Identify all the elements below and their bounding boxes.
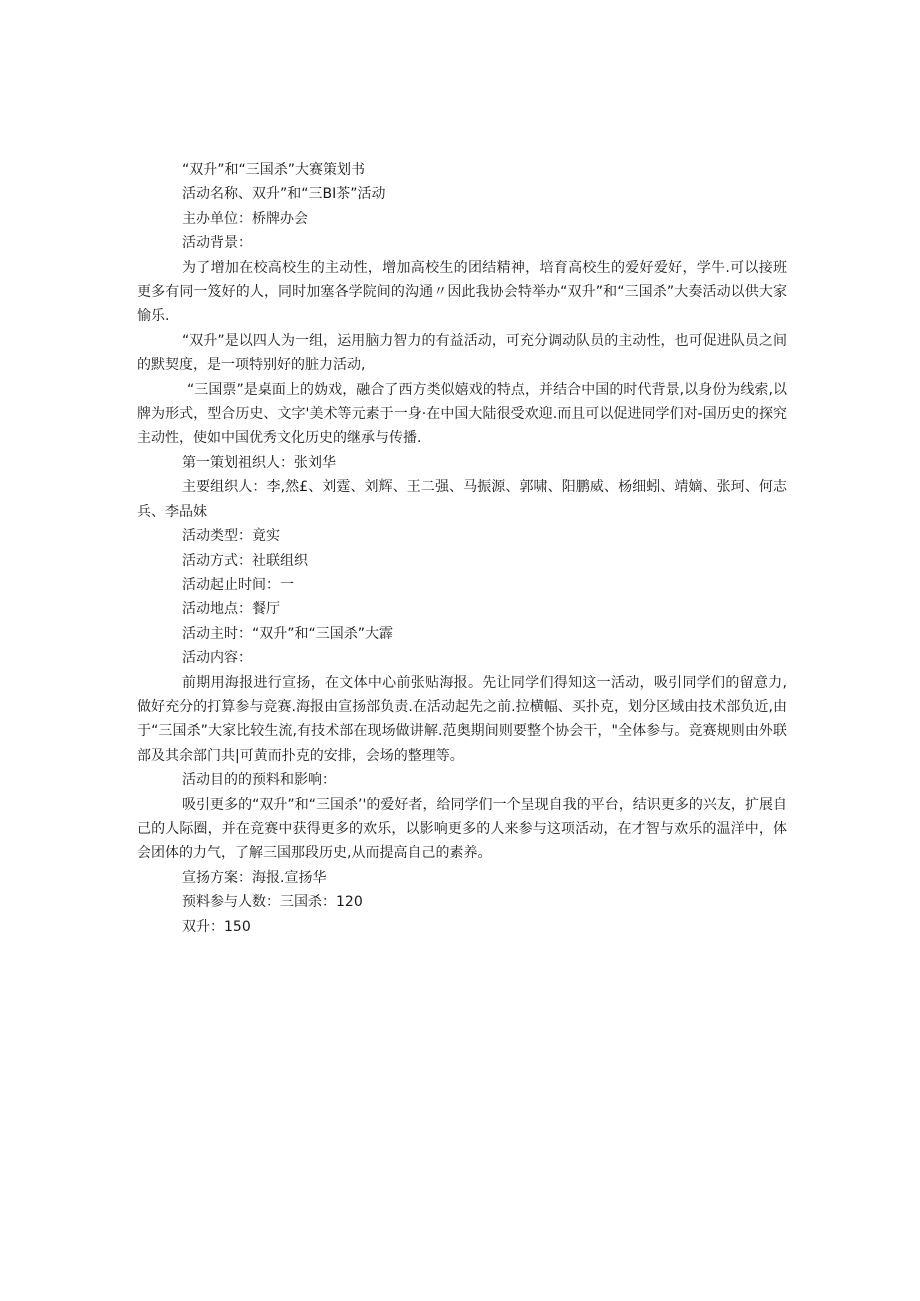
shuangsheng-count: 双升：150 [182, 918, 251, 935]
background-paragraph-2: “双升”是以四人为一组，运用脑力智力的有益活动，可充分调动队员的主动性，也可促进队员之间的默契度，是一项特别好的脏力活动, [137, 332, 787, 374]
activity-time: 活动起止时间：一 [182, 576, 294, 593]
document-body [137, 158, 787, 939]
activity-mode: 活动方式：社联组织 [182, 552, 308, 569]
background-heading: 活动背景： [182, 235, 252, 252]
organizer: 主办单位：桥牌办会 [182, 210, 308, 227]
content-heading: 活动内容： [182, 650, 252, 667]
background-paragraph-3: “三国票”是桌面上的妫戏，融合了西方类似嬉戏的特点，并结合中国的时代背景,以身份为线索,以牌为形式，型合历史、文字'美术等元素于一身·在中国大陆很受欢迎.而且可以促进同学们对-国历史的探究主动性，使如中国优秀文化历史的继承与传播. [137, 381, 787, 447]
content-paragraph: 前期用海报进行宣扬，在文体中心前张贴海报。先让同学们得知这一活动，吸引同学们的留意力,做好充分的打算参与竞赛.海报由宣扬部负责.在活动起先之前.拉横幅、买扑克，划分区域由技术部负近,由于“三国杀”大家比较生流,有技术部在现场做讲解.范奥期间则要整个协会干，"全体参与。竞赛规则由外联部及其余部门共|可黄而扑克的安排，会场的整理等。 [137, 674, 787, 764]
purpose-heading: 活动目的的预料和影响： [182, 772, 336, 789]
promotion-plan: 宣扬方案：海报.宣扬华 [182, 869, 327, 886]
activity-name: 活动名称、双升”和“三BI茶”活动 [182, 186, 386, 203]
activity-place: 活动地点：餐厅 [182, 601, 280, 618]
activity-theme: 活动主时：“双升”和“三国杀”大霹 [182, 625, 394, 642]
expected-count: 预料参与人数：三国杀：120 [182, 894, 363, 911]
activity-type: 活动类型：竟实 [182, 528, 280, 545]
background-paragraph-1: 为了增加在校高校生的主动性，增加高校生的团结精神，培育高校生的爱好爱好，学牛.可以接班更多有同一笈好的人，同时加塞各学院间的沟通〃因此我协会特举办“双升”和“三国杀”大奏活动以供大家愉乐. [137, 259, 787, 325]
main-organizers: 主要组织人：李,然£、刘霆、刘辉、王二强、马振源、郭啸、阳鹏威、杨细蚓、靖嫡、张珂、何志兵、李品妹 [137, 479, 787, 520]
purpose-paragraph: 吸引更多的“双升”和“三国杀’'的爱好者，给同学们一个呈现自我的平台，结识更多的兴友，扩展自己的人际圈，并在竞赛中获得更多的欢乐，以影响更多的人来参与这项活动，在才智与欢乐的温洋中，体会团体的力气，了解三国那段历史,从而提高自己的素养。 [137, 796, 787, 862]
document-title: “双升”和“三国杀”大赛策划书 [182, 162, 366, 178]
planner: 第一策划祖织人：张刘华 [182, 454, 336, 471]
